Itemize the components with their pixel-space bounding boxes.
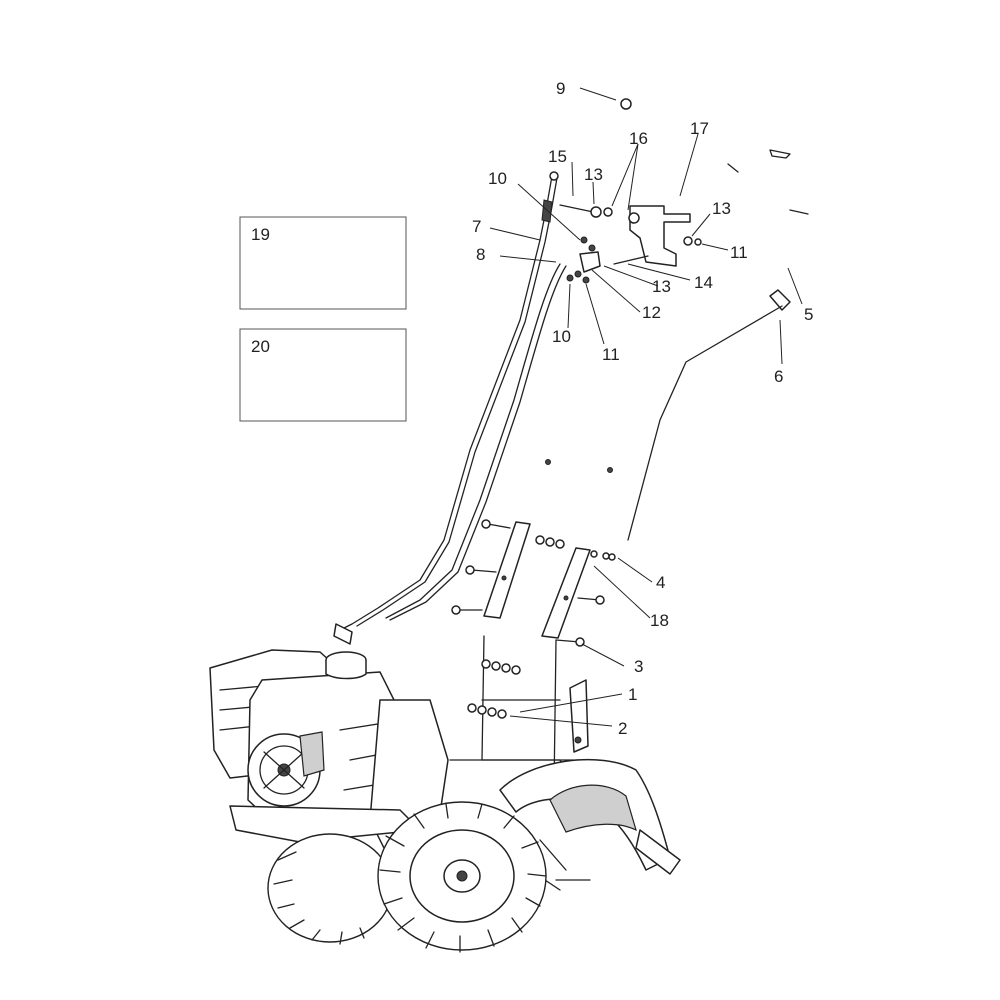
bushing-part-10b [567,275,573,281]
nut-part-11 [695,239,701,245]
callout-14: 14 [694,273,713,292]
callout-1: 1 [628,685,638,704]
wheel-front [378,802,546,952]
lower-handle-right [546,346,667,524]
callout-8: 8 [476,245,486,264]
bolt-part-14 [614,256,648,264]
washer-part-13a [591,207,601,217]
engine [210,650,398,830]
box-19-label: 19 [251,225,270,244]
callout-13c: 13 [652,277,671,296]
callout-2: 2 [618,719,628,738]
lower-handle-left [530,320,600,500]
cable-right [628,306,782,540]
reference-box-19 [240,217,406,309]
leader-lines [490,88,802,726]
upper-handle [600,157,822,346]
callout-18: 18 [650,611,669,630]
callout-13: 13 [584,165,603,184]
callout-11: 11 [730,243,748,262]
cable-end [334,624,352,644]
callout-17: 17 [690,119,709,138]
callout-13b: 13 [712,199,731,218]
box-20-label: 20 [251,337,270,356]
callout-9: 9 [556,79,566,98]
callout-10b: 10 [552,327,571,346]
bail-nut-part-9 [621,99,631,109]
callout-5: 5 [804,305,814,324]
nut-part-16 [604,208,612,216]
callout-12: 12 [642,303,661,322]
plate-part-12 [580,252,600,272]
bushing-part-10a [581,237,587,243]
callout-7: 7 [472,217,482,236]
callout-15: 15 [548,147,567,166]
wheel-rear [268,834,392,944]
mounting-brackets-part-18 [452,520,615,646]
nut-part-11b [583,277,589,283]
callout-3: 3 [634,657,644,676]
callout-6: 6 [774,367,784,386]
cable-part-8 [386,264,566,620]
reference-box-20 [240,329,406,421]
callout-11b: 11 [602,345,620,364]
callout-16: 16 [629,129,648,148]
callout-10: 10 [488,169,507,188]
washer-part-13b [684,237,692,245]
callout-4: 4 [656,573,666,592]
